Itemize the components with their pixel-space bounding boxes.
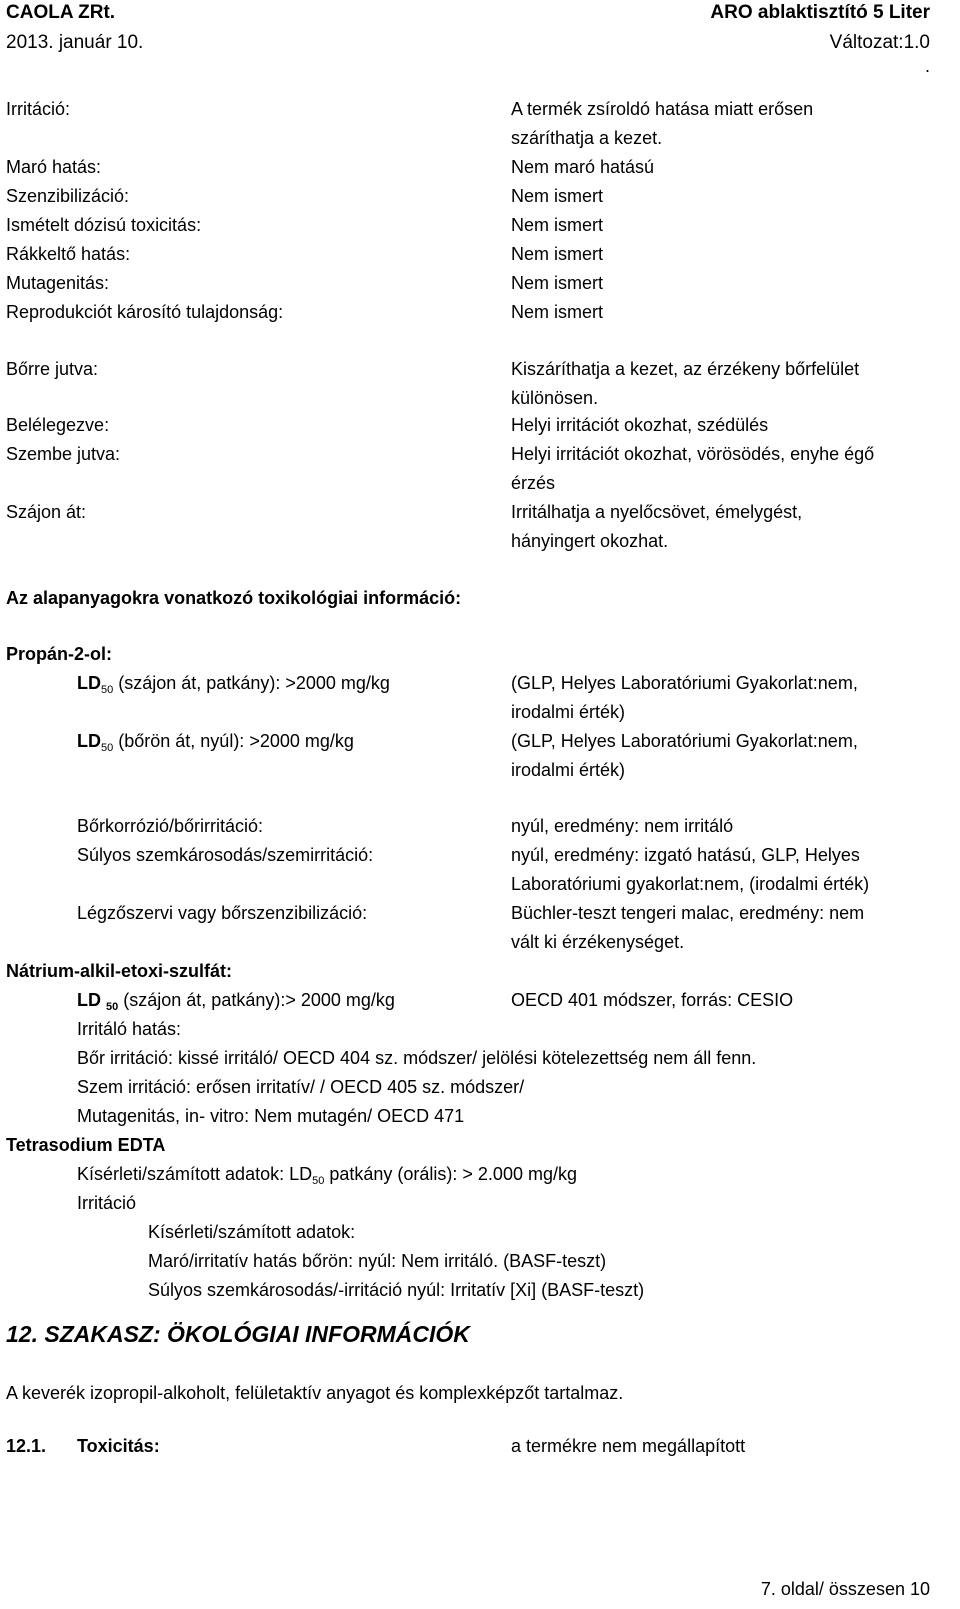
propanol-oral-ld50	[77, 669, 390, 701]
eye-contact-value: Helyi irritációt okozhat, vörösödés, enyhe égő	[511, 444, 875, 464]
propanol-oral-reference: (GLP, Helyes Laboratóriumi Gyakorlat:nem,	[511, 673, 858, 693]
irritation-value: száríthatja a kezet.	[511, 128, 663, 148]
sodium-oral-reference: OECD 401 módszer, forrás: CESIO	[511, 990, 794, 1010]
propanol-name: Propán-2-ol:	[6, 644, 112, 664]
corrosive-value: Nem maró hatású	[511, 157, 655, 177]
edta-oral-ld50	[77, 1160, 577, 1192]
edta-eye-irritation: Súlyos szemkárosodás/-irritáció nyúl: Irritatív [Xi] (BASF-teszt)	[148, 1280, 645, 1300]
ld-label: LD	[77, 673, 101, 693]
skin-contact-label: Bőrre jutva:	[6, 359, 99, 379]
sodium-sulfate-name: Nátrium-alkil-etoxi-szulfát:	[6, 961, 233, 981]
propanol-dermal-reference: (GLP, Helyes Laboratóriumi Gyakorlat:nem,	[511, 731, 858, 751]
header-dot: .	[924, 56, 930, 76]
toxicity-number: 12.1.	[6, 1436, 47, 1456]
document-version: Változat:1.0	[829, 32, 930, 53]
skin-corrosion-value: nyúl, eredmény: nem irritáló	[511, 816, 734, 836]
edta-calc-label: Kísérleti/számított adatok:	[148, 1222, 356, 1242]
propanol-dermal-reference: irodalmi érték)	[511, 760, 626, 780]
edta-name: Tetrasodium EDTA	[6, 1135, 166, 1155]
carcinogenic-value: Nem ismert	[511, 244, 604, 264]
page-number: 7. oldal/ összesen 10	[760, 1579, 930, 1599]
reproductive-value: Nem ismert	[511, 302, 604, 322]
oral-label: Szájon át:	[6, 502, 87, 522]
sodium-eye-irritation: Szem irritáció: erősen irritatív/ / OECD 405 sz. módszer/	[77, 1077, 525, 1097]
document-date: 2013. január 10.	[6, 32, 144, 53]
inhalation-value: Helyi irritációt okozhat, szédülés	[511, 415, 769, 435]
edta-irritation-label: Irritáció	[77, 1193, 137, 1213]
respiratory-sensitization-value: vált ki érzékenységet.	[511, 932, 685, 952]
sodium-mutagenicity: Mutagenitás, in- vitro: Nem mutagén/ OECD 471	[77, 1106, 465, 1126]
eye-damage-value: Laboratóriumi gyakorlat:nem, (irodalmi érték)	[511, 874, 870, 894]
edta-calc-suffix: patkány (orális): > 2.000 mg/kg	[324, 1164, 577, 1184]
mutagenicity-label: Mutagenitás:	[6, 273, 110, 293]
eye-damage-label: Súlyos szemkárosodás/szemirritáció:	[77, 845, 374, 865]
sodium-irritant-label: Irritáló hatás:	[77, 1019, 182, 1039]
skin-corrosion-label: Bőrkorrózió/bőrirritáció:	[77, 816, 264, 836]
sensitization-value: Nem ismert	[511, 186, 604, 206]
ld-label: LD	[77, 990, 101, 1010]
inhalation-label: Belélegezve:	[6, 415, 110, 435]
ld-oral-text: (szájon át, patkány): >2000 mg/kg	[113, 673, 390, 693]
respiratory-sensitization-label: Légzőszervi vagy bőrszenzibilizáció:	[77, 903, 368, 923]
carcinogenic-label: Rákkeltő hatás:	[6, 244, 131, 264]
eye-damage-value: nyúl, eredmény: izgató hatású, GLP, Helyes	[511, 845, 860, 865]
repeated-dose-value: Nem ismert	[511, 215, 604, 235]
raw-materials-heading: Az alapanyagokra vonatkozó toxikológiai információ:	[6, 588, 462, 608]
skin-contact-value: Kiszáríthatja a kezet, az érzékeny bőrfelület	[511, 359, 860, 379]
sodium-oral-ld50	[77, 986, 395, 1018]
propanol-oral-reference: irodalmi érték)	[511, 702, 626, 722]
ld-dermal-text: (bőrön át, nyúl): >2000 mg/kg	[113, 731, 354, 751]
ld-subscript: 50	[106, 1001, 119, 1013]
ld-oral-text: (szájon át, patkány):> 2000 mg/kg	[118, 990, 395, 1010]
respiratory-sensitization-value: Büchler-teszt tengeri malac, eredmény: nem	[511, 903, 865, 923]
edta-skin-irritation: Maró/irritatív hatás bőrön: nyúl: Nem irritáló. (BASF-teszt)	[148, 1251, 607, 1271]
company-name: CAOLA ZRt.	[6, 2, 116, 23]
section-12-heading: 12. SZAKASZ: ÖKOLÓGIAI INFORMÁCIÓK	[6, 1321, 470, 1347]
irritation-label: Irritáció:	[6, 99, 71, 119]
toxicity-label: Toxicitás:	[77, 1436, 160, 1456]
skin-contact-value: különösen.	[511, 388, 599, 408]
irritation-value: A termék zsíroldó hatása miatt erősen	[511, 99, 814, 119]
ld-subscript: 50	[312, 1175, 325, 1187]
product-name: ARO ablaktisztító 5 Liter	[710, 2, 930, 23]
sodium-skin-irritation: Bőr irritáció: kissé irritáló/ OECD 404 sz. módszer/ jelölési kötelezettség nem áll fenn.	[77, 1048, 757, 1068]
oral-value: Irritálhatja a nyelőcsövet, émelygést,	[511, 502, 803, 522]
propanol-dermal-ld50	[77, 727, 354, 759]
section-12-intro: A keverék izopropil-alkoholt, felületaktív anyagot és komplexképzőt tartalmaz.	[6, 1383, 624, 1403]
mutagenicity-value: Nem ismert	[511, 273, 604, 293]
eye-contact-value: érzés	[511, 473, 556, 493]
ld-label: LD	[77, 731, 101, 751]
oral-value: hányingert okozhat.	[511, 531, 669, 551]
edta-calc-prefix: Kísérleti/számított adatok: LD	[77, 1164, 313, 1184]
corrosive-label: Maró hatás:	[6, 157, 102, 177]
toxicity-value: a termékre nem megállapított	[511, 1436, 746, 1456]
eye-contact-label: Szembe jutva:	[6, 444, 121, 464]
sensitization-label: Szenzibilizáció:	[6, 186, 130, 206]
reproductive-label: Reprodukciót károsító tulajdonság:	[6, 302, 284, 322]
repeated-dose-label: Ismételt dózisú toxicitás:	[6, 215, 202, 235]
ld-subscript: 50	[101, 684, 114, 696]
ld-subscript: 50	[101, 742, 114, 754]
